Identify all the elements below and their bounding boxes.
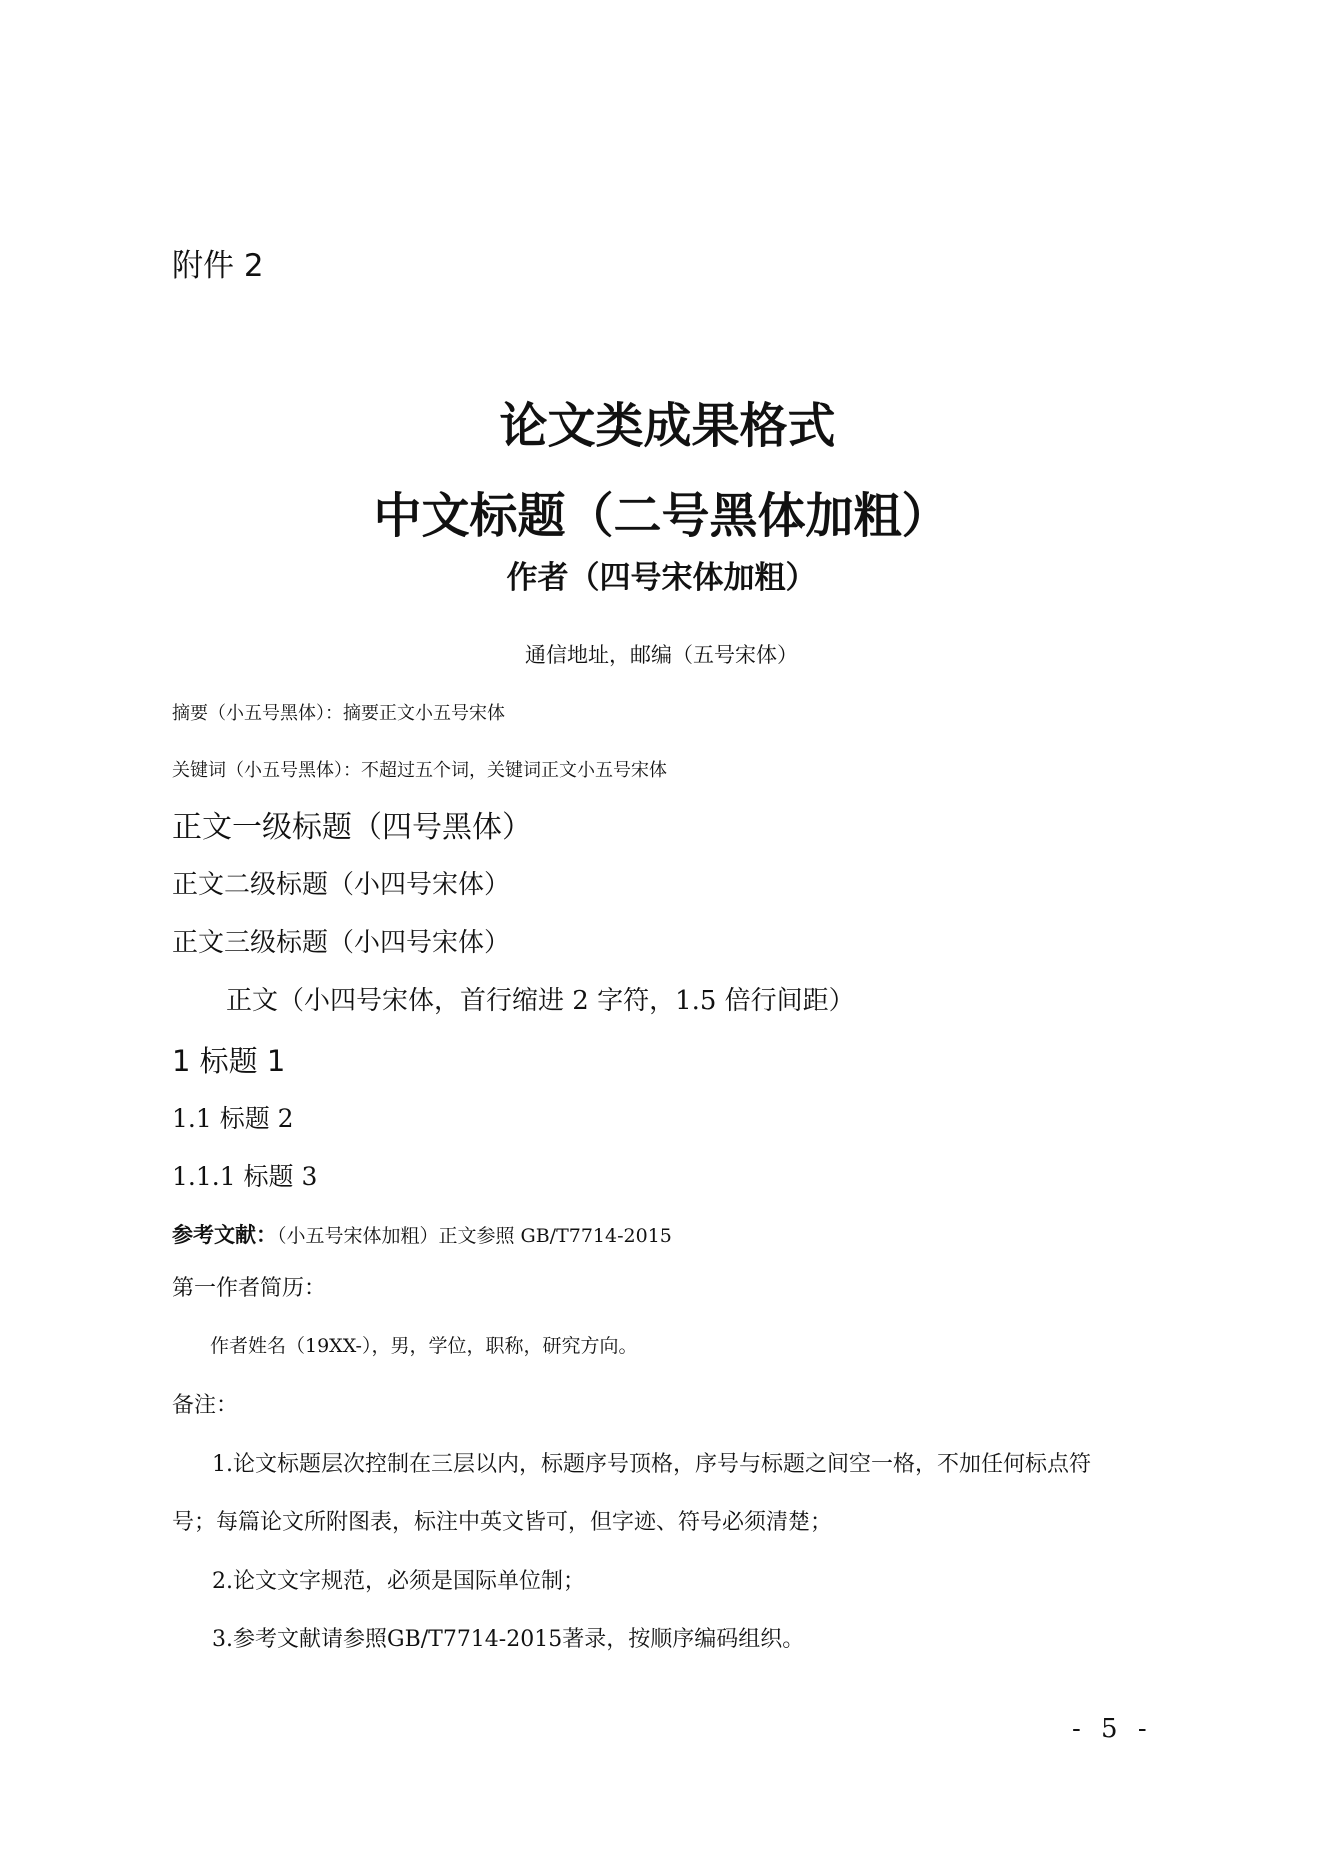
references-label: 参考文献： xyxy=(172,1223,277,1247)
references-text: （小五号宋体加粗）正文参照 GB/T7714-2015 xyxy=(277,1225,672,1247)
keywords-text: 不超过五个词，关键词正文小五号宋体 xyxy=(361,760,667,781)
chinese-title-sample: 中文标题（二号黑体加粗） xyxy=(373,488,950,544)
keywords-line xyxy=(172,760,667,782)
author-sample: 作者（四号宋体加粗） xyxy=(506,560,817,596)
abstract-line xyxy=(172,703,505,725)
body-text-sample: 正文（小四号宋体，首行缩进 2 字符，1.5 倍行间距） xyxy=(226,986,855,1016)
heading-level3-sample: 正文三级标题（小四号宋体） xyxy=(172,928,511,958)
heading-level2-sample: 正文二级标题（小四号宋体） xyxy=(172,870,511,900)
references-line xyxy=(172,1223,672,1248)
note-item-3: 3.参考文献请参照GB/T7714-2015著录，按顺序编码组织。 xyxy=(212,1627,805,1652)
numbered-title-3: 1.1.1 标题 3 xyxy=(172,1162,318,1191)
heading-level1-sample: 正文一级标题（四号黑体） xyxy=(172,810,532,845)
first-author-bio-text: 作者姓名（19XX-），男，学位，职称，研究方向。 xyxy=(210,1335,638,1357)
abstract-text: 摘要正文小五号宋体 xyxy=(343,703,505,724)
numbered-title-1: 1 标题 1 xyxy=(172,1044,286,1078)
note-item-2: 2.论文文字规范，必须是国际单位制； xyxy=(212,1569,585,1594)
document-title: 论文类成果格式 xyxy=(499,398,836,454)
abstract-label: 摘要（小五号黑体）： xyxy=(172,703,343,724)
numbered-title-2: 1.1 标题 2 xyxy=(172,1104,294,1133)
address-sample: 通信地址，邮编（五号宋体） xyxy=(525,643,798,667)
note-item-1-line-1: 1.论文标题层次控制在三层以内，标题序号顶格，序号与标题之间空一格，不加任何标点符 xyxy=(212,1452,1091,1477)
note-item-1-line-2: 号；每篇论文所附图表，标注中英文皆可，但字迹、符号必须清楚； xyxy=(172,1510,833,1535)
first-author-bio-label: 第一作者简历： xyxy=(172,1276,327,1301)
page-number: - 5 - xyxy=(1072,1714,1153,1744)
notes-label: 备注： xyxy=(172,1393,239,1418)
attachment-label: 附件 2 xyxy=(172,248,264,284)
keywords-label: 关键词（小五号黑体）： xyxy=(172,760,361,781)
